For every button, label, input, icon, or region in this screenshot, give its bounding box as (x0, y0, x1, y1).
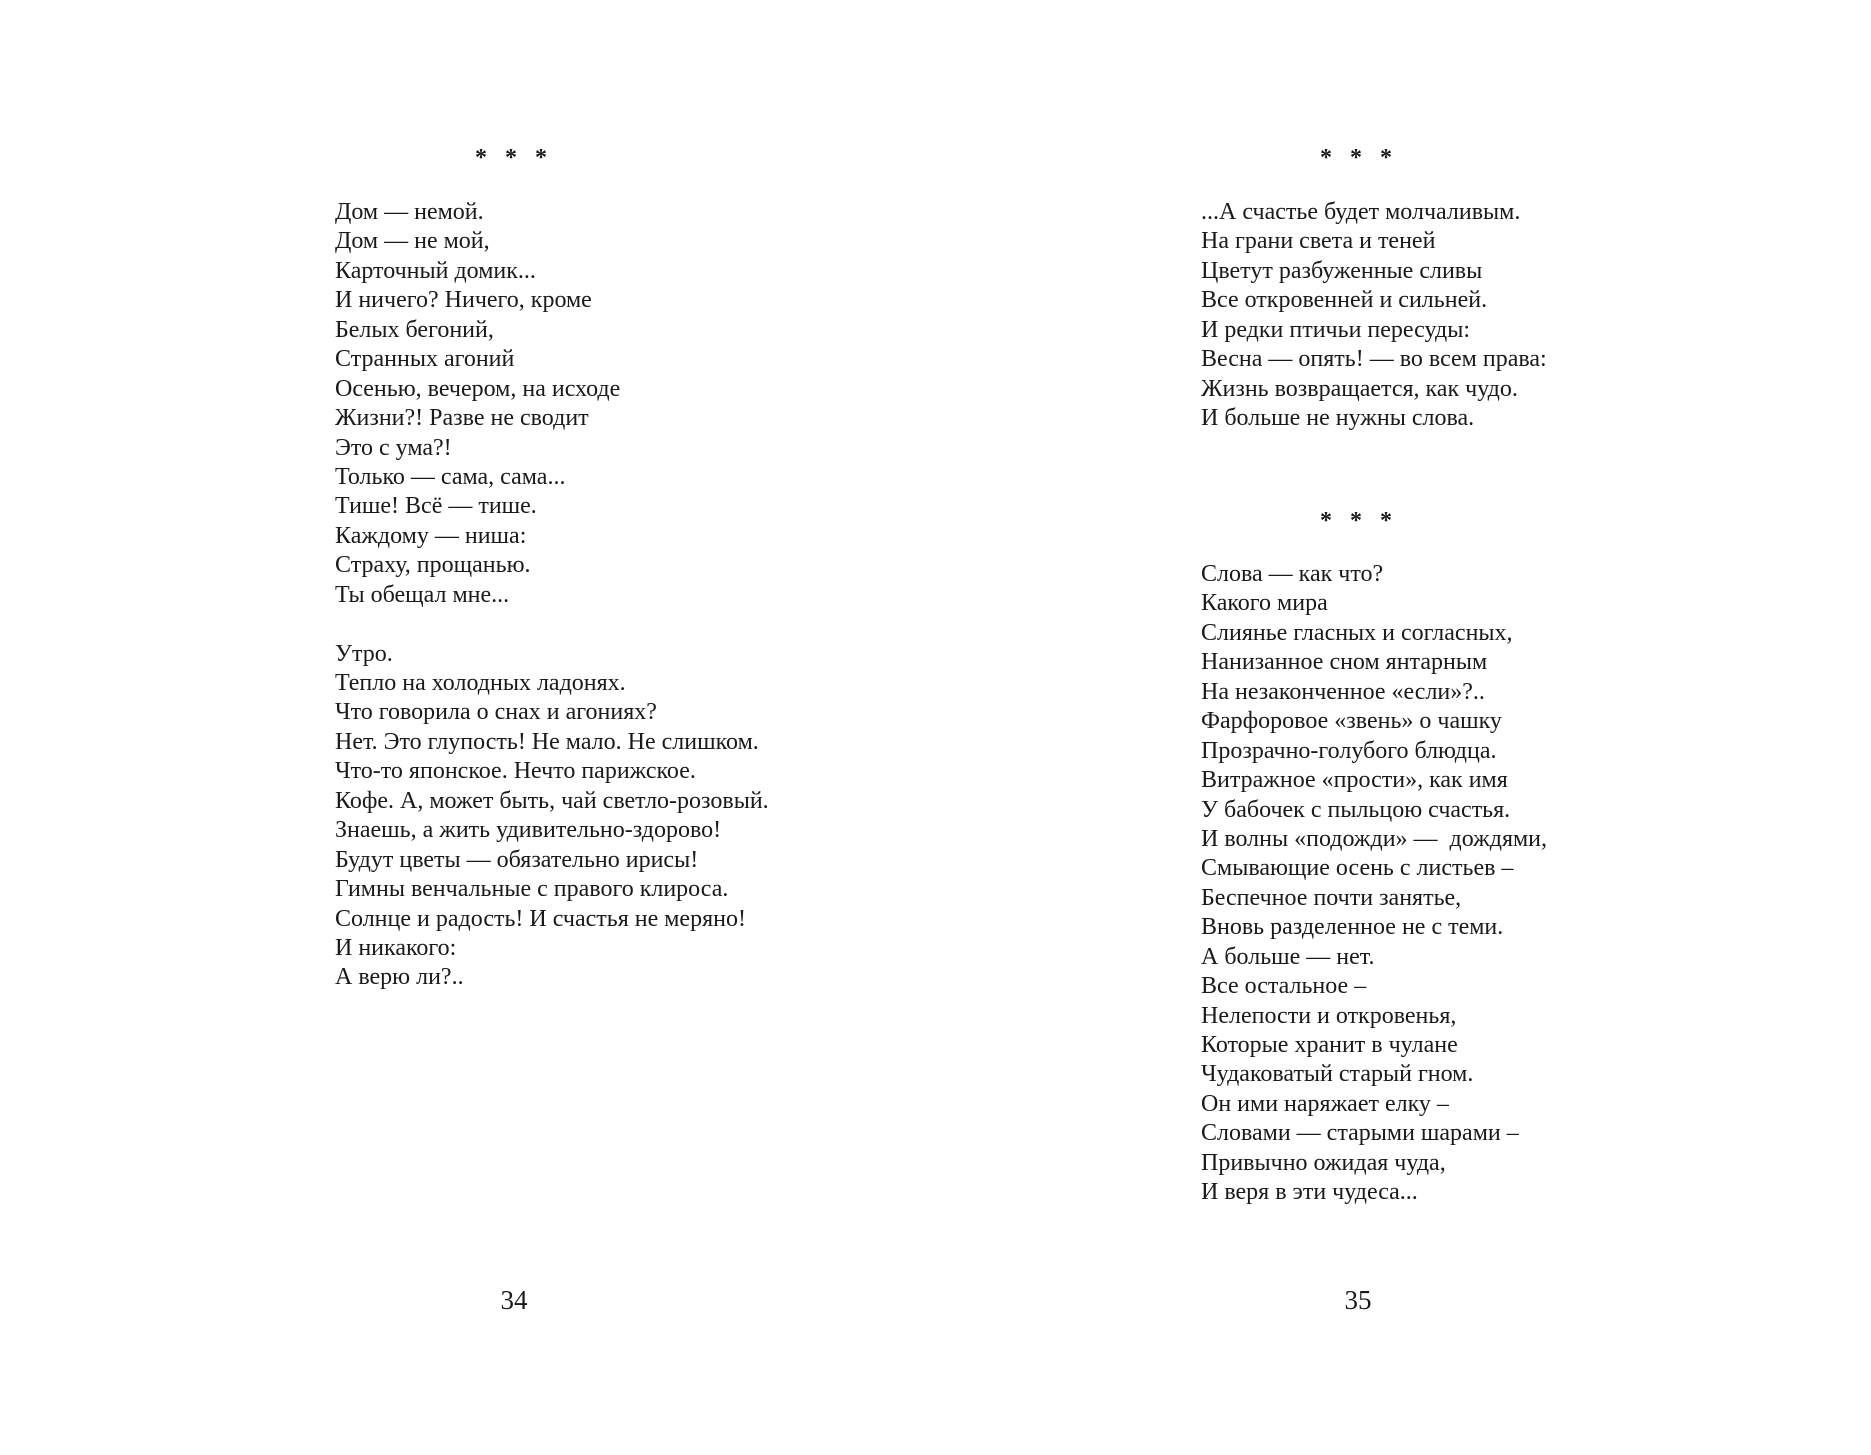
poem-line: Дом — не мой, (335, 228, 490, 255)
left-page (0, 0, 935, 1455)
poem-line: И веря в эти чудеса... (1201, 1179, 1418, 1206)
poem-line: Кофе. А, может быть, чай светло-розовый. (335, 787, 769, 814)
poem-line: Что-то японское. Нечто парижское. (335, 758, 696, 785)
poem-line: Весна — опять! — во всем права: (1201, 346, 1547, 373)
poem-line: Все остальное – (1201, 973, 1367, 1000)
poem-body (1201, 560, 1547, 1208)
poem-line: Каждому — ниша: (335, 522, 527, 549)
poem-line: Слова — как что? (1201, 561, 1384, 587)
poem-line: Смывающие осень с листьев – (1201, 855, 1514, 882)
poem-line: Витражное «прости», как имя (1201, 767, 1508, 794)
right-page (935, 0, 1871, 1455)
poem-line: И редки птичьи пересуды: (1201, 316, 1470, 343)
poem-line: Белых бегоний, (335, 316, 494, 343)
poem-line: А больше — нет. (1201, 943, 1375, 970)
poem-line: Знаешь, а жить удивительно-здорово! (335, 817, 722, 844)
poem-separator-asterisks: * * * (1320, 145, 1398, 171)
poem-line: На незаконченное «если»?.. (1201, 678, 1485, 705)
poem-separator-asterisks: * * * (475, 145, 553, 171)
poem-line: Жизнь возвращается, как чудо. (1201, 375, 1518, 402)
poem-line: Цветут разбуженные сливы (1201, 257, 1483, 284)
poem-line: Нанизанное сном янтарным (1201, 649, 1488, 676)
poem-line: И волны «подожди» — дождями, (1201, 825, 1548, 852)
stanza-break (335, 610, 769, 639)
poem-line: На грани света и теней (1201, 228, 1436, 255)
poem-line: Вновь разделенное не с теми. (1201, 914, 1504, 941)
poem-line: Он ими наряжает елку – (1201, 1090, 1449, 1117)
poem-line: Осенью, вечером, на исходе (335, 375, 621, 402)
poem-line: Будут цветы — обязательно ирисы! (335, 846, 699, 873)
poem-line: Гимны венчальные с правого клироса. (335, 876, 729, 903)
page-number: 35 (1344, 1285, 1372, 1315)
poem-line: А верю ли?.. (335, 964, 464, 991)
poem-line: И никакого: (335, 934, 457, 961)
poem-body (1201, 198, 1547, 434)
poem-line: Привычно ожидая чуда, (1201, 1149, 1446, 1176)
poem-line: Карточный домик... (335, 257, 536, 284)
poem-line: Все откровенней и сильней. (1201, 287, 1488, 314)
poem-body (335, 198, 769, 993)
poem-line: Чудаковатый старый гном. (1201, 1061, 1474, 1088)
poem-line: Нелепости и откровенья, (1201, 1002, 1457, 1029)
poem-line: Нет. Это глупость! Не мало. Не слишком. (335, 728, 759, 755)
poem-line: Солнце и радость! И счастья не меряно! (335, 905, 746, 932)
poem-line: У бабочек с пыльцою счастья. (1201, 796, 1511, 823)
poem-line: Утро. (335, 640, 393, 667)
poem-line: Ты обещал мне... (335, 581, 510, 608)
poem-line: Только — сама, сама... (335, 463, 566, 490)
poem-line: Фарфоровое «звень» о чашку (1201, 708, 1502, 735)
poem-line: Страху, прощанью. (335, 552, 531, 579)
poem-line: Прозрачно-голубого блюдца. (1201, 737, 1497, 764)
poem-line: Словами — старыми шарами – (1201, 1120, 1519, 1147)
poem-line: Странных агоний (335, 346, 515, 373)
poem-line: И ничего? Ничего, кроме (335, 287, 592, 314)
poem-line: Жизни?! Разве не сводит (335, 405, 589, 432)
poem-line: Дом — немой. (335, 199, 484, 225)
poem-line: Тише! Всё — тише. (335, 493, 537, 520)
poem-line: Какого мира (1201, 590, 1328, 617)
poem-line: Которые хранит в чулане (1201, 1032, 1458, 1058)
page-number: 34 (500, 1285, 528, 1315)
poem-line: Это с ума?! (335, 434, 452, 461)
poem-line: ...А счастье будет молчаливым. (1201, 199, 1521, 225)
poem-separator-asterisks: * * * (1320, 508, 1398, 534)
poem-line: И больше не нужны слова. (1201, 405, 1475, 432)
poem-line: Что говорила о снах и агониях? (335, 699, 657, 726)
poem-line: Слиянье гласных и согласных, (1201, 619, 1513, 646)
poem-line: Тепло на холодных ладонях. (335, 670, 626, 696)
poem-line: Беспечное почти занятье, (1201, 884, 1462, 911)
